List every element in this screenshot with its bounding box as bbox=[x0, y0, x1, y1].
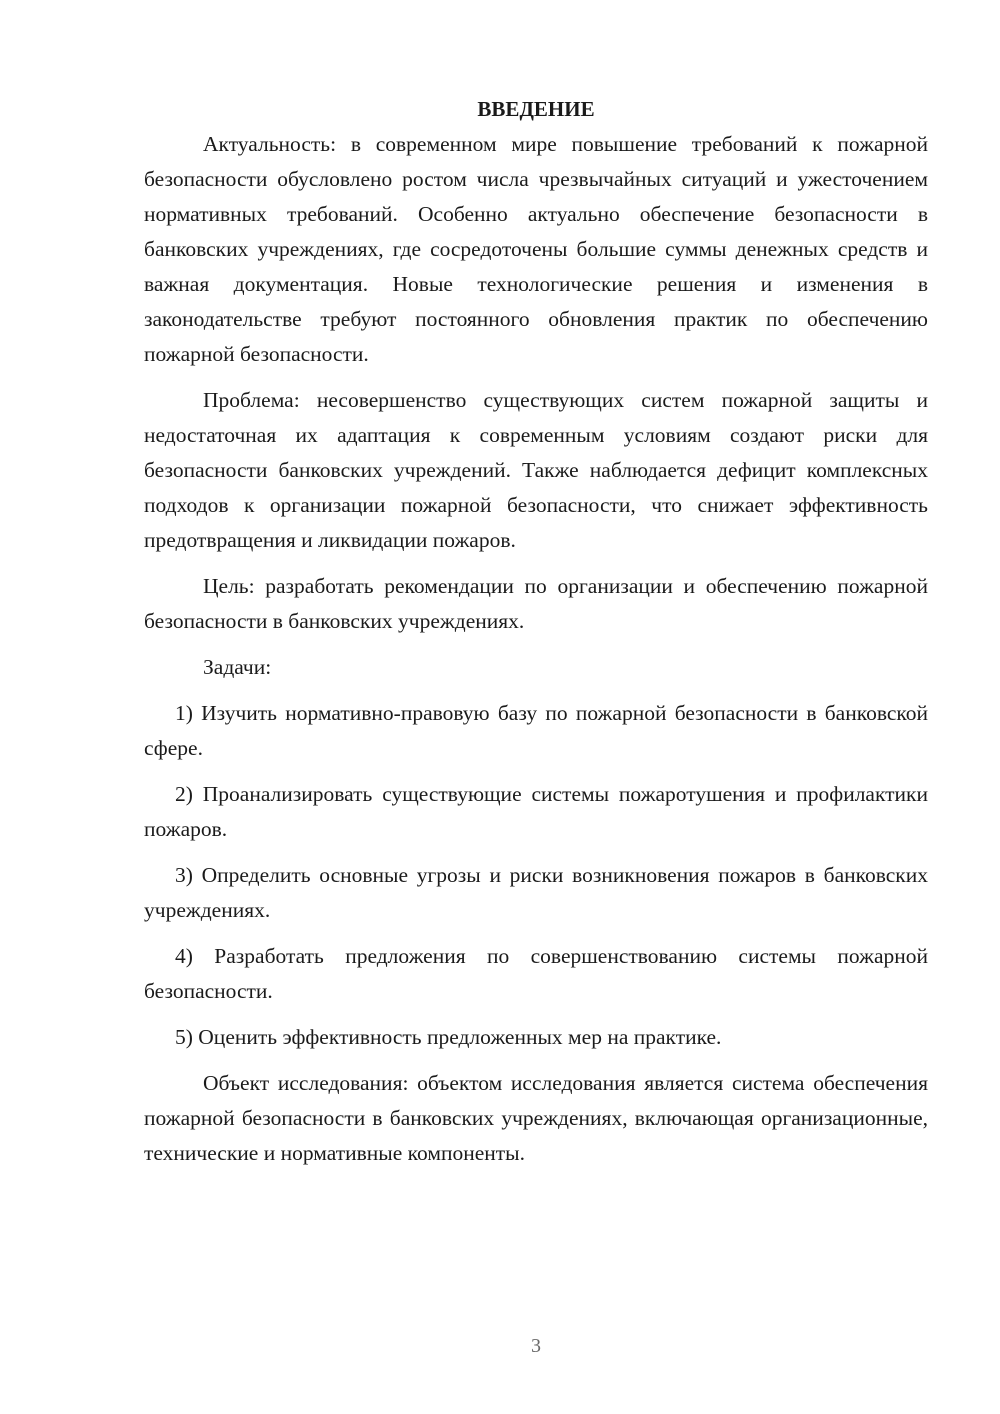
task-item-2: 2) Проанализировать существующие системы пожаротушения и профилактики пожаров. bbox=[144, 782, 928, 841]
page-number: 3 bbox=[531, 1335, 541, 1357]
paragraph-object: Объект исследования: объектом исследования является система обеспечения пожарной безопасности в банковских учреждениях, включающая организационные, технические и нормативные компоненты. bbox=[144, 1071, 928, 1165]
document-title: ВВЕДЕНИЕ bbox=[477, 97, 595, 121]
task-item-1: 1) Изучить нормативно-правовую базу по пожарной безопасности в банковской сфере. bbox=[144, 701, 928, 760]
task-item-4: 4) Разработать предложения по совершенствованию системы пожарной безопасности. bbox=[144, 944, 928, 1003]
paragraph-relevance: Актуальность: в современном мире повышение требований к пожарной безопасности обусловлено ростом числа чрезвычайных ситуаций и ужесточением нормативных требований. Особенно актуально обеспечение безопасности в банковских учреждениях, где сосредоточены большие суммы денежных средств и важная документация. Новые технологические решения и изменения в законодательстве требуют постоянного обновления практик по обеспечению пожарной безопасности. bbox=[144, 132, 928, 366]
paragraph-problem: Проблема: несовершенство существующих систем пожарной защиты и недостаточная их адаптация к современным условиям создают риски для безопасности банковских учреждений. Также наблюдается дефицит комплексных подходов к организации пожарной безопасности, что снижает эффективность предотвращения и ликвидации пожаров. bbox=[144, 388, 928, 552]
task-item-5: 5) Оценить эффективность предложенных мер на практике. bbox=[175, 1025, 722, 1049]
task-item-3: 3) Определить основные угрозы и риски возникновения пожаров в банковских учреждениях. bbox=[144, 863, 928, 922]
paragraph-goal: Цель: разработать рекомендации по организации и обеспечению пожарной безопасности в банковских учреждениях. bbox=[144, 574, 928, 633]
document-page bbox=[144, 92, 928, 1182]
tasks-heading: Задачи: bbox=[203, 655, 272, 679]
